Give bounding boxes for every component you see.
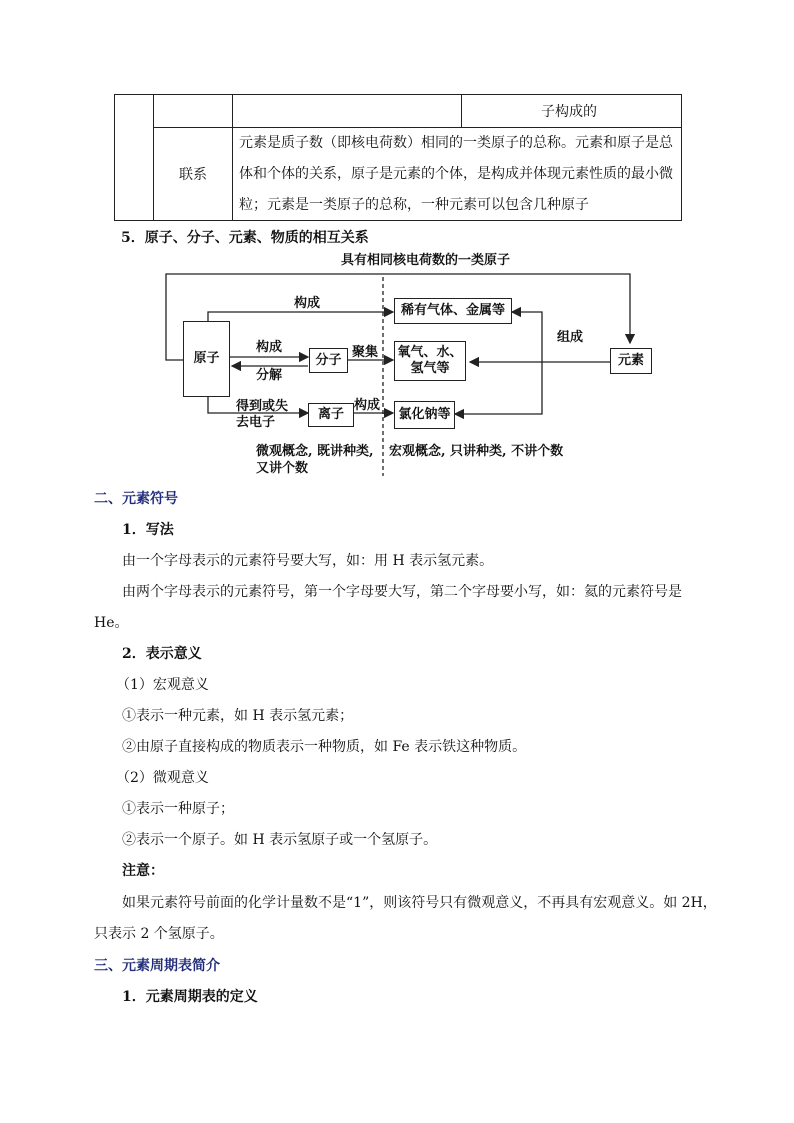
- paragraph: 如果元素符号前面的化学计量数不是“1”，则该符号只有微观意义，不再具有宏观意义。如 2H，: [122, 895, 717, 911]
- substance-line: 氢气等: [410, 361, 450, 376]
- diagram-label: 得到或失: [236, 399, 289, 414]
- substance-line: 氧气、水、: [397, 345, 463, 360]
- table-cell: 子构成的: [541, 104, 597, 120]
- diagram-label: 又讲个数: [256, 461, 309, 476]
- paragraph: ①表示一种元素，如 H 表示氢元素；: [122, 708, 354, 724]
- diagram-label: 聚集: [352, 345, 379, 360]
- diagram-label: 分解: [256, 368, 283, 383]
- diagram-label: 组成: [557, 330, 584, 345]
- paragraph: 只表示 2 个氢原子。: [94, 926, 224, 942]
- substance-box: 稀有气体、金属等: [394, 298, 512, 324]
- section-heading: 二、元素符号: [94, 491, 178, 507]
- paragraph: 由一个字母表示的元素符号要大写，如：用 H 表示氢元素。: [122, 553, 494, 569]
- substance-box: [394, 341, 466, 381]
- section-heading: 5．原子、分子、元素、物质的相互关系: [121, 230, 369, 246]
- molecule-box: 分子: [309, 348, 348, 373]
- relation-text: 元素是质子数（即核电荷数）相同的一类原子的总称。元素和原子是总体和个体的关系，原子是元素的个体，是构成并体现元素性质的最小微粒；元素是一类原子的总称，一种元素可以包含几种原子: [239, 135, 673, 213]
- element-box: 元素: [610, 348, 652, 374]
- atom-box: 原子: [183, 321, 230, 397]
- diagram-label: 构成: [256, 340, 283, 355]
- paragraph: ②由原子直接构成的物质表示一种物质，如 Fe 表示铁这种物质。: [122, 739, 527, 755]
- diagram-label: 具有相同核电荷数的一类原子: [341, 253, 511, 268]
- paragraph: （2）微观意义: [116, 770, 209, 786]
- paragraph: He。: [94, 615, 129, 631]
- ion-box: 离子: [308, 403, 354, 427]
- section-heading: 三、元素周期表简介: [94, 958, 220, 974]
- paragraph: ②表示一个原子。如 H 表示氢原子或一个氢原子。: [122, 832, 438, 848]
- diagram-label: 微观概念, 既讲种类,: [256, 444, 374, 459]
- subsection-heading: 1．写法: [122, 522, 174, 538]
- subsection-heading: 2．表示意义: [122, 646, 202, 662]
- diagram-label: 构成: [294, 296, 321, 311]
- note-label: 注意：: [122, 863, 164, 879]
- diagram-label: 宏观概念, 只讲种类, 不讲个数: [389, 444, 564, 459]
- diagram-label: 构成: [354, 398, 381, 413]
- diagram-label: 去电子: [236, 415, 276, 430]
- substance-box: 氯化钠等: [394, 401, 455, 429]
- subsection-heading: 1．元素周期表的定义: [122, 989, 258, 1005]
- relation-label: 联系: [179, 167, 207, 183]
- paragraph: （1）宏观意义: [116, 677, 209, 693]
- paragraph: ①表示一种原子；: [122, 801, 234, 817]
- paragraph: 由两个字母表示的元素符号，第一个字母要大写，第二个字母要小写，如：氦的元素符号是: [122, 584, 682, 600]
